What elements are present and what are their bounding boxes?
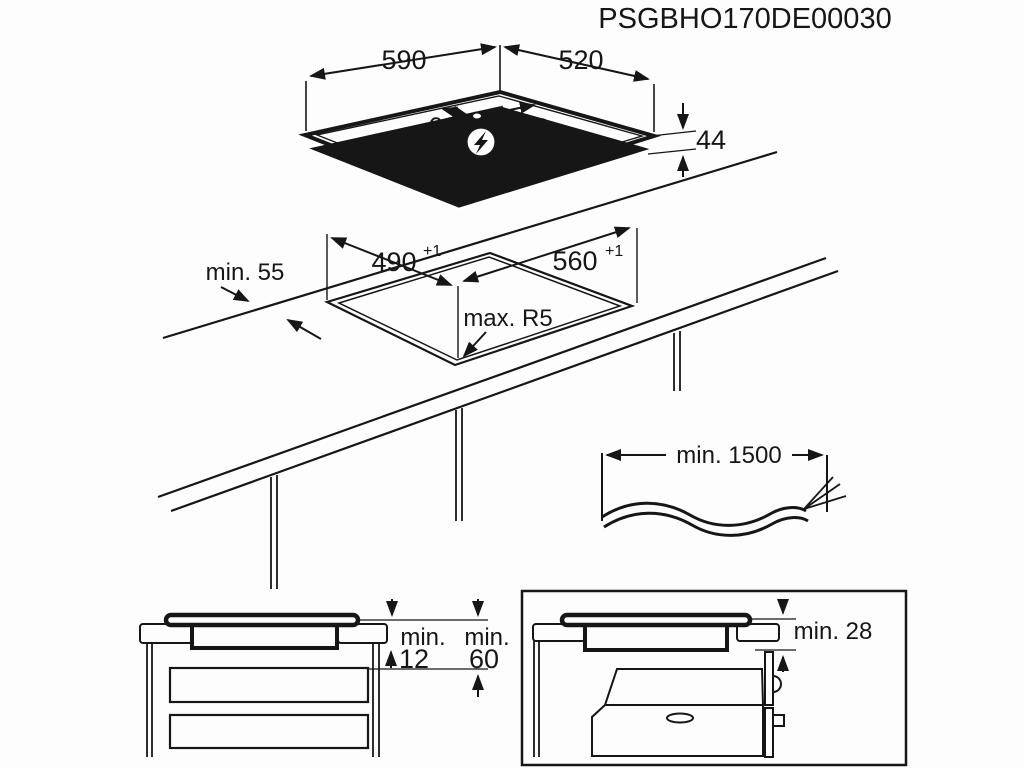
terminal-offset-left-label: 60 xyxy=(427,112,459,142)
drawer-clearance-min1: min. xyxy=(400,624,446,651)
diagram-code: PSGBHO170DE00030 xyxy=(598,3,892,35)
oven-knob xyxy=(773,676,781,692)
drawer-installation-view xyxy=(140,599,510,757)
hob-body-section xyxy=(192,625,337,648)
mains-cable-view xyxy=(602,442,846,535)
drawer-front-upper xyxy=(170,668,368,702)
cable-line-bottom xyxy=(604,513,808,535)
cutout-depth-label: 490 xyxy=(371,247,417,277)
oven-handle xyxy=(667,714,693,723)
drawer-clearance-val1: 12 xyxy=(398,644,430,674)
corner-radius-arrow xyxy=(464,332,486,356)
hob-height-label: 44 xyxy=(695,125,727,155)
drawer-clearance-val2: 60 xyxy=(468,644,500,674)
terminal-position-mark xyxy=(472,113,482,120)
cutout-depth-tolerance: +1 xyxy=(423,243,442,260)
hob-glass-section xyxy=(166,615,358,625)
cutout-width-label: 560 xyxy=(552,246,598,276)
worktop-cutout-view xyxy=(158,152,838,589)
hob-width-label: 590 xyxy=(381,45,427,75)
oven-top xyxy=(605,669,763,705)
rear-clearance-arrow-1 xyxy=(221,287,248,301)
hob-glass-section-2 xyxy=(562,615,750,625)
lightning-bolt-icon xyxy=(467,128,496,157)
hob-depth-label: 520 xyxy=(558,45,604,75)
corner-radius-label: max. R5 xyxy=(463,305,553,332)
drawer-clearance-min2: min. xyxy=(464,624,510,651)
oven-clearance-label: min. 28 xyxy=(793,618,873,645)
cutout-width-tolerance: +1 xyxy=(605,243,624,260)
drawer-front-lower xyxy=(170,715,368,748)
terminal-offset-right-label: 260 xyxy=(504,113,550,143)
cable-length-label: min. 1500 xyxy=(676,442,782,469)
hob-isometric-view xyxy=(305,45,726,209)
oven-installation-view xyxy=(522,591,906,765)
oven-latch xyxy=(773,715,784,726)
rear-clearance-label: min. 55 xyxy=(205,259,285,286)
rear-clearance-arrow-2 xyxy=(288,320,321,339)
hob-body-section-2 xyxy=(585,625,727,650)
